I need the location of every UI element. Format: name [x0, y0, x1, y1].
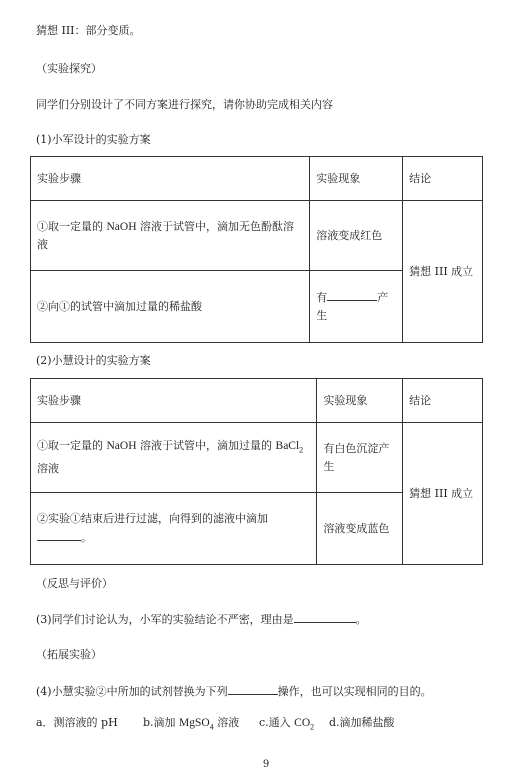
- step-cell: ②向①的试管中滴加过量的稀盐酸: [31, 271, 310, 343]
- question-3: [36, 610, 367, 627]
- step-text: 溶液: [37, 461, 59, 475]
- q3-text: 。: [355, 613, 367, 626]
- phen-text: 有: [316, 291, 328, 304]
- table-xiaojun-plan: [30, 156, 483, 343]
- phenomenon-cell: [310, 271, 403, 343]
- option-text: c.通入: [259, 716, 295, 729]
- answer-blank[interactable]: [327, 288, 377, 301]
- answer-blank[interactable]: [294, 610, 356, 623]
- formula-subscript: 4: [209, 722, 214, 732]
- q4-text: (4)小慧实验②中所加的试剂替换为下列: [36, 685, 228, 698]
- conclusion-cell: 猜想 III 成立: [403, 201, 483, 343]
- phenomenon-cell: [317, 423, 403, 493]
- header-phenomenon: 实验现象: [310, 157, 403, 201]
- option-d: d.滴加稀盐酸: [329, 716, 395, 729]
- table-header-row: [31, 379, 483, 423]
- header-phenomenon: 实验现象: [317, 379, 403, 423]
- section-explore: （实验探究）: [36, 62, 102, 75]
- formula-subscript: 2: [310, 722, 315, 732]
- q4-text: 操作，也可以实现相同的目的。: [277, 685, 432, 698]
- formula-naoh: NaOH: [106, 440, 137, 453]
- phen-text: 生: [316, 309, 328, 322]
- table2-caption: (2)小慧设计的实验方案: [36, 354, 151, 367]
- question-4: [36, 682, 432, 699]
- formula-co2: [294, 717, 315, 732]
- table-xiaohui-plan: [30, 378, 483, 565]
- answer-blank[interactable]: [37, 528, 81, 541]
- header-step: 实验步骤: [31, 379, 317, 423]
- answer-blank[interactable]: [228, 682, 278, 695]
- option-c: [259, 714, 314, 731]
- phenomenon-cell: 溶液变成蓝色: [317, 493, 403, 565]
- phen-text: 生: [323, 459, 335, 473]
- step-cell: [31, 201, 310, 271]
- step-text: 溶液于试管中，滴加无色酚酞溶: [136, 219, 295, 233]
- guess-3-line: 猜想 III：部分变质。: [36, 24, 141, 37]
- header-conclusion: 结论: [403, 157, 483, 201]
- header-conclusion: 结论: [403, 379, 483, 423]
- section-extension: （拓展实验）: [36, 648, 102, 661]
- table-row: [31, 201, 483, 271]
- step-cell: [31, 423, 317, 493]
- option-text: b.滴加: [143, 716, 180, 729]
- header-step: 实验步骤: [31, 157, 310, 201]
- instruction-line: 同学们分别设计了不同方案进行探究，请你协助完成相关内容: [36, 98, 333, 111]
- step-text: ①取一定量的: [37, 439, 107, 453]
- step-text: ①取一定量的: [37, 219, 107, 233]
- option-text: 溶液: [213, 716, 240, 729]
- q3-text: (3)同学们讨论认为，小军的实验结论不严密，理由是: [36, 613, 294, 626]
- table1-caption: (1)小军设计的实验方案: [36, 133, 151, 146]
- step-text: 液: [37, 237, 48, 251]
- step-text: 溶液于试管中，滴加过量的: [136, 439, 276, 453]
- section-reflection: （反思与评价）: [36, 577, 113, 590]
- conclusion-cell: 猜想 III 成立: [403, 423, 483, 565]
- phen-text: 有白色沉淀产: [323, 441, 390, 455]
- formula-bacl2: [275, 440, 304, 455]
- formula-naoh: NaOH: [106, 220, 137, 233]
- page-number: 9: [262, 759, 270, 770]
- phen-text: 产: [377, 291, 389, 304]
- formula-subscript: 2: [299, 445, 304, 455]
- formula-text: MgSO: [179, 717, 210, 729]
- option-b: [143, 714, 239, 731]
- table-row: [31, 423, 483, 493]
- formula-text: BaCl: [275, 440, 300, 453]
- option-a: a．测溶液的 pH: [36, 716, 118, 729]
- formula-text: CO: [294, 717, 311, 729]
- phenomenon-cell: 溶液变成红色: [310, 201, 403, 271]
- step-text: ②实验①结束后进行过滤，向得到的滤液中滴加: [37, 512, 268, 525]
- formula-mgso4: [179, 717, 214, 732]
- table-header-row: [31, 157, 483, 201]
- step-cell: [31, 493, 317, 565]
- step-text: 。: [81, 531, 92, 544]
